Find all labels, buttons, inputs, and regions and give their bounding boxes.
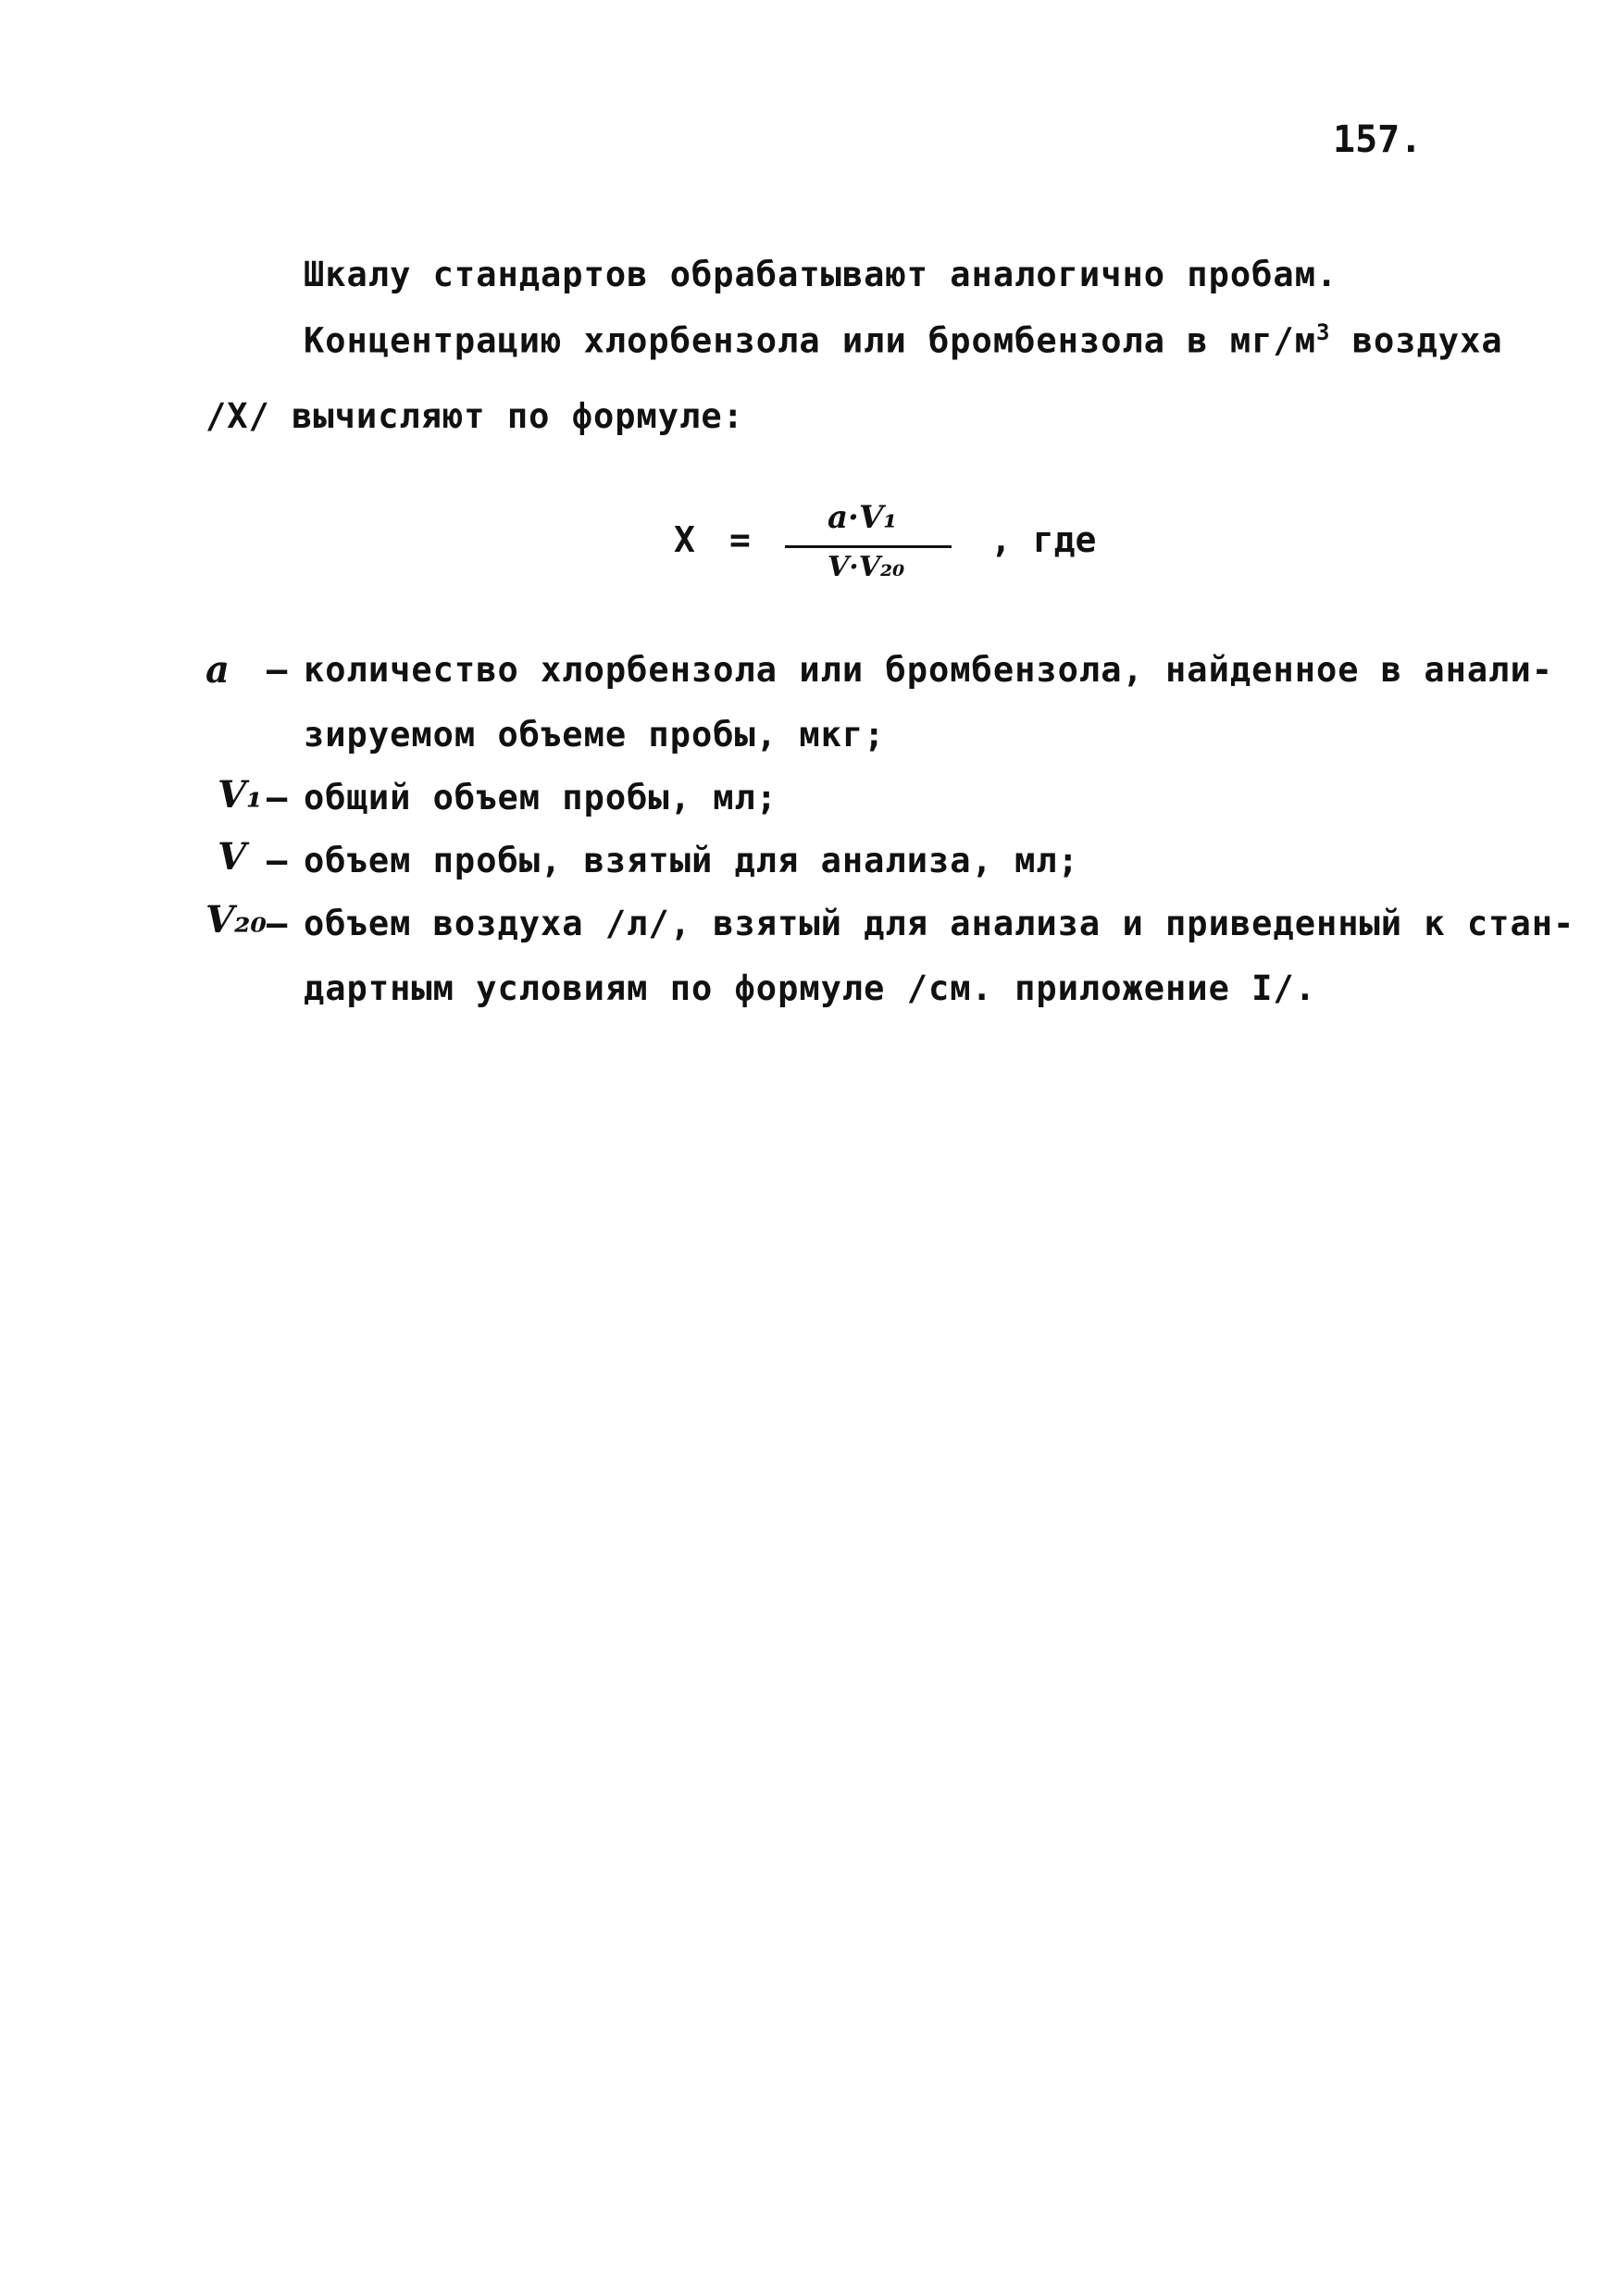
definition-item — [218, 773, 263, 817]
definition-text: общий объем пробы, мл; — [304, 778, 778, 817]
formula-equals: = — [729, 519, 751, 560]
definition-dash: – — [267, 841, 289, 880]
definition-item — [205, 648, 230, 692]
formula-denominator: V·V₂₀ — [828, 551, 905, 583]
definition-symbol: а — [205, 648, 230, 692]
definition-dash: – — [267, 650, 289, 690]
formula-lhs: Х — [674, 519, 695, 560]
definition-text: количество хлорбензола или бромбензола, найденное в анали- — [304, 650, 1554, 690]
paragraph-line-2-text: Концентрацию хлорбензола или бромбензола в мг/м — [304, 320, 1316, 361]
concentration-formula — [666, 495, 1148, 597]
definition-text: объем воздуха /л/, взятый для анализа и приведенный к стан- — [304, 904, 1575, 943]
definition-symbol: V₂₀ — [205, 898, 268, 942]
formula-numerator: а·V₁ — [828, 499, 898, 536]
fraction-bar — [785, 545, 952, 548]
definition-text-continued: дартным условиям по формуле /см. приложение I/. — [304, 968, 1316, 1008]
formula-fraction — [785, 495, 952, 597]
paragraph-line-3: /Х/ вычисляют по формуле: — [205, 396, 744, 436]
paragraph-line-1: Шкалу стандартов обрабатывают аналогично пробам. — [304, 255, 1338, 294]
formula-suffix: , где — [990, 519, 1097, 560]
paragraph-line-2-end: воздуха — [1330, 320, 1503, 361]
definition-dash: – — [267, 778, 289, 817]
superscript-exponent: 3 — [1315, 319, 1331, 345]
definition-symbol: V₁ — [218, 773, 263, 817]
definition-item — [205, 898, 267, 942]
definition-text-continued: зируемом объеме пробы, мкг; — [304, 715, 886, 755]
definition-item — [218, 835, 246, 879]
definition-text: объем пробы, взятый для анализа, мл; — [304, 841, 1079, 880]
page-number: 157. — [1333, 119, 1423, 161]
definition-symbol: V — [218, 835, 247, 879]
paragraph-line-2 — [304, 319, 1503, 360]
definition-dash: – — [267, 904, 289, 943]
